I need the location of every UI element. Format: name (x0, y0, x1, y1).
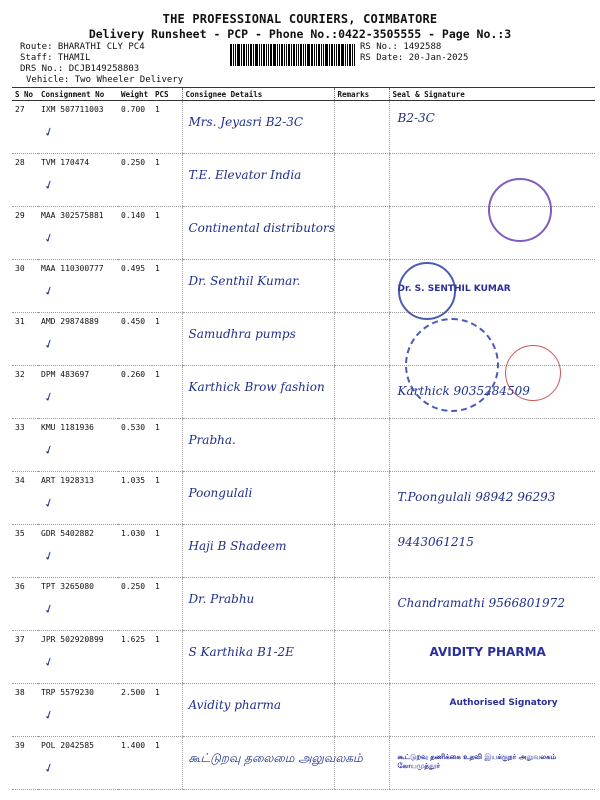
col-header-sno: S No (12, 88, 38, 101)
remarks-cell (334, 472, 389, 525)
consignee-name: கூட்டுறவு தலைமை அலுவலகம் (188, 751, 363, 765)
samudhra-stamp (398, 262, 456, 320)
tick-mark-icon: ✓ (41, 547, 57, 565)
consignment-no-cell (38, 578, 118, 631)
seal-cell (389, 578, 595, 631)
tick-mark-icon: ✓ (41, 759, 57, 777)
consignment-no-cell (38, 313, 118, 366)
pcs-cell: 1 (152, 154, 182, 207)
pcs-cell: 1 (152, 684, 182, 737)
consignment-no-cell (38, 101, 118, 154)
route-label: Route: BHARATHI CLY PC4 (20, 42, 145, 52)
tick-mark-icon: ✓ (41, 494, 57, 512)
seal-signature: Chandramathi 9566801972 (397, 596, 565, 610)
sno-cell: 30 (12, 260, 38, 313)
tick-mark-icon: ✓ (41, 176, 57, 194)
seal-cell (389, 101, 595, 154)
pcs-cell: 1 (152, 419, 182, 472)
consignee-name: Dr. Senthil Kumar. (188, 274, 301, 288)
consignment-no-cell (38, 684, 118, 737)
consignee-cell (182, 366, 334, 419)
pcs-cell: 1 (152, 207, 182, 260)
pcs-cell: 1 (152, 472, 182, 525)
consignment-no-cell (38, 737, 118, 790)
weight-cell: 1.030 (118, 525, 152, 578)
consignee-cell (182, 313, 334, 366)
remarks-cell (334, 101, 389, 154)
runsheet-title: Delivery Runsheet - PCP - Phone No.:0422-3505555 - Page No.:3 (88, 27, 512, 41)
consignment-no: GDR 5402882 (41, 529, 94, 538)
sno-cell: 37 (12, 631, 38, 684)
barcode (230, 44, 356, 66)
weight-cell: 0.250 (118, 578, 152, 631)
table-row (12, 684, 595, 737)
consignee-name: Prabha. (188, 433, 236, 447)
seal-cell (389, 631, 595, 684)
rs-no-label: RS No.: 1492588 (360, 42, 442, 52)
table-row (12, 737, 595, 790)
consignee-cell (182, 207, 334, 260)
remarks-cell (334, 260, 389, 313)
weight-cell: 0.530 (118, 419, 152, 472)
consignee-name: Avidity pharma (188, 698, 282, 712)
weight-cell: 0.250 (118, 154, 152, 207)
sno-cell: 29 (12, 207, 38, 260)
pcs-cell: 1 (152, 525, 182, 578)
sno-cell: 27 (12, 101, 38, 154)
sno-cell: 34 (12, 472, 38, 525)
consignee-cell (182, 631, 334, 684)
consignment-no: ART 1928313 (41, 476, 94, 485)
seal-cell (389, 472, 595, 525)
table-row (12, 525, 595, 578)
seal-signature: கூட்டுறவு தணிக்கை உதவி இயக்குநர் அலுவலகம் கோயமுத்தூர் (397, 753, 557, 770)
seal-cell (389, 525, 595, 578)
seal-signature: T.Poongulali 98942 96293 (397, 490, 556, 504)
col-header-consignment: Consignment No (38, 88, 118, 101)
table-row (12, 419, 595, 472)
consignee-name: Karthick Brow fashion (188, 380, 325, 394)
tick-mark-icon: ✓ (41, 388, 57, 406)
consignee-cell (182, 419, 334, 472)
consignment-no: MAA 110300777 (41, 264, 104, 273)
corner-stamp (505, 345, 561, 401)
consignee-name: Continental distributors (188, 221, 335, 235)
table-row (12, 101, 595, 154)
consignment-no-cell (38, 419, 118, 472)
distributors-stamp (488, 178, 552, 242)
pcs-cell: 1 (152, 366, 182, 419)
consignment-no-cell (38, 631, 118, 684)
consignment-no: MAA 302575881 (41, 211, 104, 220)
table-header-row (12, 88, 595, 101)
consignee-name: Haji B Shadeem (188, 539, 287, 553)
consignee-name: S Karthika B1-2E (188, 645, 294, 659)
col-header-pcs: PCS (152, 88, 182, 101)
weight-cell: 0.495 (118, 260, 152, 313)
remarks-cell (334, 631, 389, 684)
tick-mark-icon: ✓ (41, 229, 57, 247)
rs-date-label: RS Date: 20-Jan-2025 (360, 53, 469, 63)
playhouse-stamp (405, 318, 499, 412)
consignee-name: Samudhra pumps (188, 327, 296, 341)
consignment-no-cell (38, 207, 118, 260)
col-header-remarks: Remarks (334, 88, 389, 101)
consignee-cell (182, 472, 334, 525)
pcs-cell: 1 (152, 578, 182, 631)
sno-cell: 38 (12, 684, 38, 737)
table-row (12, 631, 595, 684)
sno-cell: 32 (12, 366, 38, 419)
consignment-no: KMU 1181936 (41, 423, 94, 432)
consignee-cell (182, 101, 334, 154)
seal-signature: Karthick 9035284509 (397, 384, 530, 398)
weight-cell: 2.500 (118, 684, 152, 737)
remarks-cell (334, 525, 389, 578)
vehicle-label: Vehicle: Two Wheeler Delivery (26, 75, 184, 85)
weight-cell: 0.700 (118, 101, 152, 154)
weight-cell: 0.450 (118, 313, 152, 366)
weight-cell: 1.400 (118, 737, 152, 790)
remarks-cell (334, 737, 389, 790)
col-header-weight: Weight (118, 88, 152, 101)
tick-mark-icon: ✓ (41, 706, 57, 724)
consignee-name: Poongulali (188, 486, 253, 500)
tick-mark-icon: ✓ (41, 653, 57, 671)
seal-signature: Authorised Signatory (449, 698, 558, 708)
tick-mark-icon: ✓ (41, 123, 57, 141)
pcs-cell: 1 (152, 101, 182, 154)
remarks-cell (334, 578, 389, 631)
tick-mark-icon: ✓ (41, 600, 57, 618)
seal-signature: Dr. S. SENTHIL KUMAR (397, 284, 511, 294)
weight-cell: 0.260 (118, 366, 152, 419)
sno-cell: 33 (12, 419, 38, 472)
pcs-cell: 1 (152, 631, 182, 684)
seal-cell (389, 684, 595, 737)
consignment-no: TRP 5579230 (41, 688, 94, 697)
company-title: THE PROFESSIONAL COURIERS, COIMBATORE (162, 12, 438, 26)
weight-cell: 1.035 (118, 472, 152, 525)
consignee-name: T.E. Elevator India (188, 168, 302, 182)
consignment-no-cell (38, 366, 118, 419)
consignment-no: AMD 29874889 (41, 317, 99, 326)
remarks-cell (334, 366, 389, 419)
consignee-cell (182, 154, 334, 207)
table-row (12, 260, 595, 313)
sno-cell: 28 (12, 154, 38, 207)
weight-cell: 1.625 (118, 631, 152, 684)
consignment-no: IXM 507711003 (41, 105, 104, 114)
tick-mark-icon: ✓ (41, 335, 57, 353)
consignment-no-cell (38, 260, 118, 313)
seal-signature: B2-3C (397, 111, 435, 125)
seal-cell (389, 737, 595, 790)
consignment-no-cell (38, 472, 118, 525)
tick-mark-icon: ✓ (41, 441, 57, 459)
staff-label: Staff: THAMIL (20, 53, 91, 63)
sno-cell: 35 (12, 525, 38, 578)
remarks-cell (334, 207, 389, 260)
consignment-no-cell (38, 525, 118, 578)
drs-label: DRS No.: DCJB149258803 (20, 64, 140, 74)
consignment-no: JPR 502920899 (41, 635, 104, 644)
weight-cell: 0.140 (118, 207, 152, 260)
consignee-cell (182, 684, 334, 737)
sno-cell: 36 (12, 578, 38, 631)
seal-cell (389, 419, 595, 472)
consignment-no: TPT 3265080 (41, 582, 94, 591)
consignee-cell (182, 260, 334, 313)
consignment-no: POL 2042585 (41, 741, 94, 750)
consignment-no: TVM 170474 (41, 158, 90, 167)
table-row (12, 313, 595, 366)
col-header-seal: Seal & Signature (389, 88, 595, 101)
consignment-no: DPM 483697 (41, 370, 90, 379)
consignee-name: Mrs. Jeyasri B2-3C (188, 115, 304, 129)
consignee-cell (182, 578, 334, 631)
col-header-consignee: Consignee Details (182, 88, 334, 101)
pcs-cell: 1 (152, 260, 182, 313)
pcs-cell: 1 (152, 313, 182, 366)
remarks-cell (334, 684, 389, 737)
tick-mark-icon: ✓ (41, 282, 57, 300)
seal-signature: AVIDITY PHARMA (429, 645, 546, 659)
sno-cell: 39 (12, 737, 38, 790)
consignment-no-cell (38, 154, 118, 207)
consignee-name: Dr. Prabhu (188, 592, 255, 606)
pcs-cell: 1 (152, 737, 182, 790)
remarks-cell (334, 313, 389, 366)
table-row (12, 472, 595, 525)
consignee-cell (182, 525, 334, 578)
sno-cell: 31 (12, 313, 38, 366)
table-row (12, 578, 595, 631)
consignee-cell (182, 737, 363, 790)
remarks-cell (334, 154, 389, 207)
remarks-cell (334, 419, 389, 472)
seal-signature: 9443061215 (397, 535, 474, 549)
